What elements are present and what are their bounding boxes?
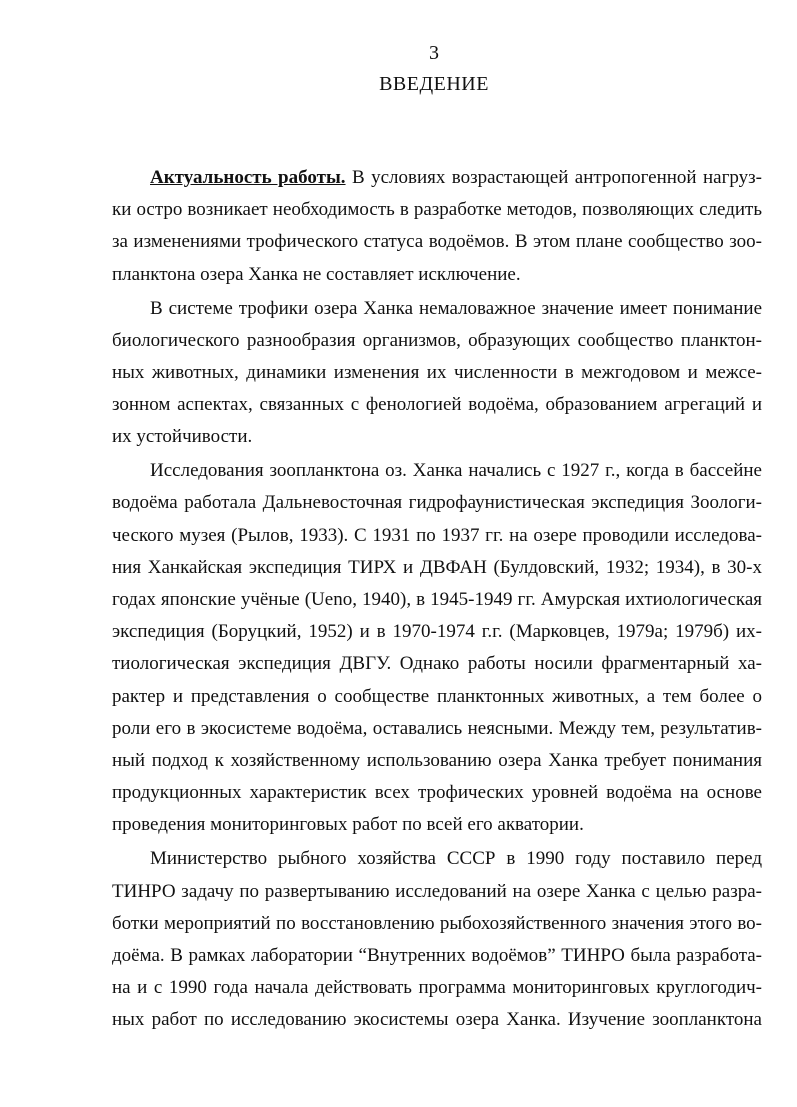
text-line: ботки мероприятий по восстановлению рыбохозяйственного значения этого во- [112, 912, 762, 934]
text-line: зонном аспектах, связанных с фенологией водоёма, образованием агрегаций и [112, 394, 762, 416]
text-line: доёма. В рамках лаборатории “Внутренних водоёмов” ТИНРО была разработа- [112, 944, 762, 966]
text-line: ных работ по исследованию экосистемы озера Ханка. Изучение зоопланктона [112, 1009, 762, 1031]
text-line: Министерство рыбного хозяйства СССР в 1990 году поставило перед [150, 848, 762, 870]
paragraph-ministry-program [112, 843, 762, 1036]
text-line: ный подход к хозяйственному использованию озера Ханка требует понимания [112, 749, 762, 771]
text-line: Исследования зоопланктона оз. Ханка начались с 1927 г., когда в бассейне [150, 460, 762, 482]
text-line: годах японские учёные (Ueno, 1940), в 1945-1949 гг. Амурская ихтиологическая [112, 589, 762, 611]
text-line: за изменениями трофического статуса водоёмов. В этом плане сообщество зоо- [112, 231, 762, 253]
text-line: рактер и представления о сообществе планктонных животных, а тем более о [112, 685, 762, 707]
text-line: ТИНРО задачу по развертыванию исследований на озере Ханка с целью разра- [112, 880, 762, 902]
text-line [112, 162, 762, 194]
page-number: 3 [429, 42, 439, 64]
text-line: тиологическая экспедиция ДВГУ. Однако работы носили фрагментарный ха- [112, 653, 762, 675]
text-line: планктона озера Ханка не составляет исключение. [112, 263, 521, 285]
text-line: ния Ханкайская экспедиция ТИРХ и ДВФАН (Булдовский, 1932; 1934), в 30-х [112, 556, 762, 578]
paragraph-trophic-system [112, 293, 762, 454]
paragraph-research-history [112, 455, 762, 841]
paragraph-relevance [112, 162, 762, 291]
text-line: ных животных, динамики изменения их численности в межгодовом и межсе- [112, 361, 762, 383]
text-line: биологического разнообразия организмов, образующих сообщество планктон- [112, 329, 762, 351]
relevance-lead: Актуальность работы. [150, 167, 346, 188]
text-line: роли его в экосистеме водоёма, оставались неясными. Между тем, результатив- [112, 717, 762, 739]
text-line: их устойчивости. [112, 426, 253, 448]
document-body [112, 162, 762, 1036]
text-line: В системе трофики озера Ханка немаловажное значение имеет понимание [150, 297, 762, 319]
text-line: водоёма работала Дальневосточная гидрофаунистическая экспедиция Зоологи- [112, 492, 762, 514]
text-line: ки остро возникает необходимость в разработке методов, позволяющих следить [112, 199, 762, 221]
section-heading: ВВЕДЕНИЕ [379, 73, 489, 95]
text-line: проведения мониторинговых работ по всей его акватории. [112, 814, 584, 836]
text-line-rest: В условиях возрастающей антропогенной нагруз- [345, 167, 762, 188]
text-line: экспедиция (Боруцкий, 1952) и в 1970-1974 г.г. (Марковцев, 1979а; 1979б) их- [112, 621, 762, 643]
text-line: продукционных характеристик всех трофических уровней водоёма на основе [112, 782, 762, 804]
text-line: на и с 1990 года начала действовать программа мониторинговых круглогодич- [112, 977, 762, 999]
text-line: ческого музея (Рылов, 1933). С 1931 по 1937 гг. на озере проводили исследова- [112, 524, 762, 546]
